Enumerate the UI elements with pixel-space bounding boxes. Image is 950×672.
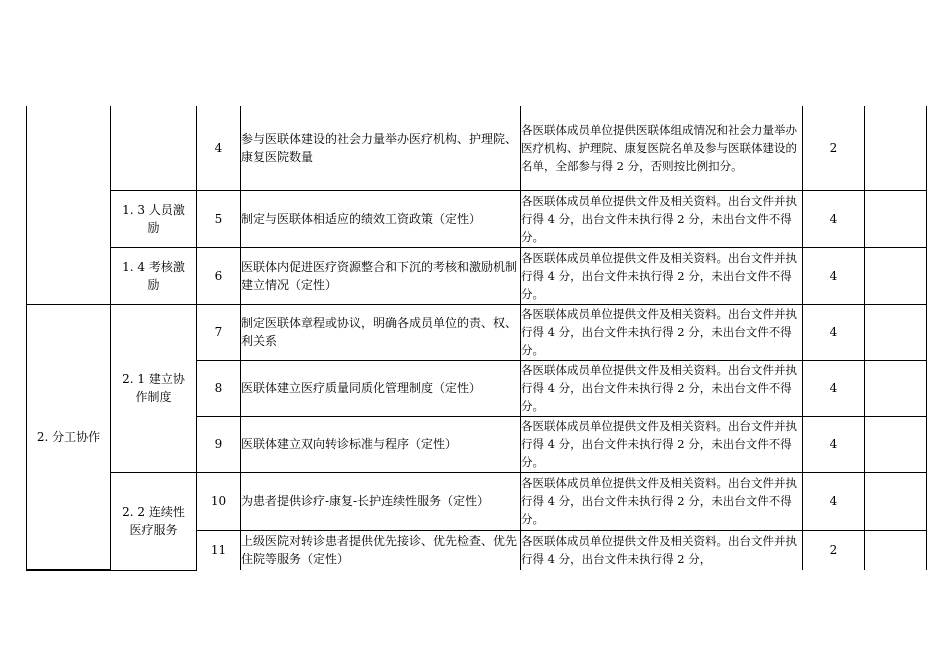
subcategory-cell bbox=[111, 304, 197, 472]
category-cell-continued bbox=[27, 106, 111, 304]
subcategory-cell-continued bbox=[111, 106, 197, 190]
subcategory-cell bbox=[111, 472, 197, 570]
criteria-text: 各医联体成员单位提供文件及相关资料。出台文件并执行得 4 分，出台文件未执行得 2 分， bbox=[521, 530, 803, 570]
indicator-text: 医联体内促进医疗资源整合和下沉的考核和激励机制建立情况（定性） bbox=[241, 247, 521, 304]
note-cell bbox=[865, 472, 927, 530]
score-value: 4 bbox=[803, 247, 865, 304]
criteria-text: 各医联体成员单位提供文件及相关资料。出台文件并执行得 4 分，出台文件未执行得 2 分，未出台文件不得分。 bbox=[521, 416, 803, 472]
subcategory-line: 1. 4 考核激 bbox=[122, 259, 185, 274]
note-cell bbox=[865, 530, 927, 570]
table-row bbox=[27, 190, 927, 247]
criteria-text: 各医联体成员单位提供文件及相关资料。出台文件并执行得 4 分，出台文件未执行得 2 分，未出台文件不得分。 bbox=[521, 360, 803, 416]
score-value: 4 bbox=[803, 472, 865, 530]
category-cell: 2. 分工协作 bbox=[27, 304, 111, 570]
indicator-text: 参与医联体建设的社会力量举办医疗机构、护理院、康复医院数量 bbox=[241, 106, 521, 190]
criteria-text: 各医联体成员单位提供文件及相关资料。出台文件并执行得 4 分，出台文件未执行得 2 分，未出台文件不得分。 bbox=[521, 190, 803, 247]
score-value: 4 bbox=[803, 360, 865, 416]
subcategory-cell bbox=[111, 247, 197, 304]
evaluation-table bbox=[26, 106, 927, 571]
note-cell bbox=[865, 106, 927, 190]
indicator-text: 制定与医联体相适应的绩效工资政策（定性） bbox=[241, 190, 521, 247]
table-row bbox=[27, 106, 927, 190]
row-number: 6 bbox=[197, 247, 241, 304]
note-cell bbox=[865, 360, 927, 416]
indicator-text: 制定医联体章程或协议，明确各成员单位的责、权、利关系 bbox=[241, 304, 521, 360]
criteria-text: 各医联体成员单位提供文件及相关资料。出台文件并执行得 4 分，出台文件未执行得 2 分，未出台文件不得分。 bbox=[521, 247, 803, 304]
subcategory-cell bbox=[111, 190, 197, 247]
row-number: 7 bbox=[197, 304, 241, 360]
row-number: 5 bbox=[197, 190, 241, 247]
subcategory-line: 2. 1 建立协 bbox=[122, 372, 185, 386]
subcategory-line: 2. 2 连续性 bbox=[122, 505, 185, 519]
indicator-text: 医联体建立医疗质量同质化管理制度（定性） bbox=[241, 360, 521, 416]
row-number: 8 bbox=[197, 360, 241, 416]
note-cell bbox=[865, 190, 927, 247]
row-number: 4 bbox=[197, 106, 241, 190]
score-value: 4 bbox=[803, 416, 865, 472]
subcategory-line: 励 bbox=[147, 220, 160, 235]
indicator-text: 医联体建立双向转诊标准与程序（定性） bbox=[241, 416, 521, 472]
row-number: 10 bbox=[197, 472, 241, 530]
score-value: 2 bbox=[803, 530, 865, 570]
row-number: 9 bbox=[197, 416, 241, 472]
score-value: 4 bbox=[803, 304, 865, 360]
indicator-text: 为患者提供诊疗-康复-长护连续性服务（定性） bbox=[241, 472, 521, 530]
subcategory-line: 医疗服务 bbox=[129, 523, 178, 537]
criteria-text: 各医联体成员单位提供文件及相关资料。出台文件并执行得 4 分，出台文件未执行得 2 分，未出台文件不得分。 bbox=[521, 304, 803, 360]
criteria-text: 各医联体成员单位提供文件及相关资料。出台文件并执行得 4 分，出台文件未执行得 2 分，未出台文件不得分。 bbox=[521, 472, 803, 530]
score-value: 2 bbox=[803, 106, 865, 190]
subcategory-line: 作制度 bbox=[135, 390, 172, 404]
table-row bbox=[27, 247, 927, 304]
table-row bbox=[27, 304, 927, 360]
table-row bbox=[27, 472, 927, 530]
note-cell bbox=[865, 247, 927, 304]
score-value: 4 bbox=[803, 190, 865, 247]
subcategory-line: 1. 3 人员激 bbox=[122, 202, 185, 217]
criteria-text: 各医联体成员单位提供医联体组成情况和社会力量举办医疗机构、护理院、康复医院名单及参与医联体建设的名单，全部参与得 2 分，否则按比例扣分。 bbox=[521, 106, 803, 190]
indicator-text: 上级医院对转诊患者提供优先接诊、优先检查、优先住院等服务（定性） bbox=[241, 530, 521, 570]
note-cell bbox=[865, 304, 927, 360]
row-number: 11 bbox=[197, 530, 241, 570]
note-cell bbox=[865, 416, 927, 472]
subcategory-line: 励 bbox=[147, 277, 160, 292]
